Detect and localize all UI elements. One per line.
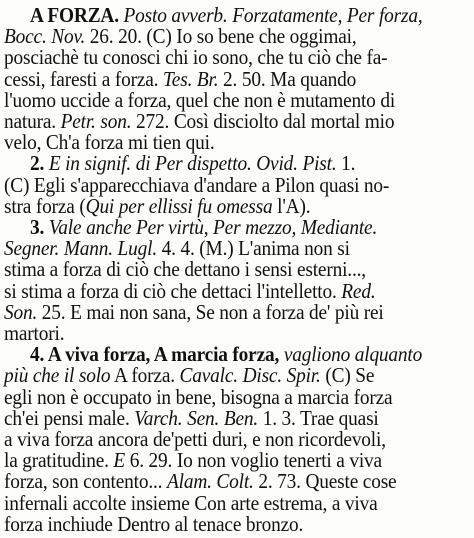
text-segment: 25. E mai non sana, Se non a forza de' più rei xyxy=(37,299,384,324)
text-segment: Qui per ellissi fu omessa xyxy=(85,193,273,218)
text-segment: 2. 50. Ma quando xyxy=(218,66,357,91)
text-segment: l'uomo uccide a forza, quel che non è mutamento di xyxy=(4,87,396,112)
text-segment: natura. xyxy=(4,109,61,133)
text-segment: martori. xyxy=(4,321,65,345)
text-segment: si stima a forza di ciò che dettaci l'intelletto. xyxy=(4,278,342,303)
text-segment: 6. 29. Io non voglio tenerti a viva xyxy=(125,448,382,473)
text-segment: stra forza ( xyxy=(4,193,86,218)
text-segment: E xyxy=(113,448,126,473)
text-segment: Segner. Mann. Lugl. xyxy=(4,236,157,261)
text-segment: 1. 3. Trae quasi xyxy=(258,405,379,430)
text-segment: (C) Se xyxy=(320,363,375,388)
text-segment: Alam. Colt. xyxy=(166,469,254,494)
text-segment: Posto avverb. Forzatamente, Per forza, xyxy=(123,3,423,27)
text-segment: velo, Ch'a forza mi tien qui. xyxy=(4,130,215,155)
text-segment: 2. xyxy=(30,151,49,176)
text-segment: più che il solo xyxy=(4,363,111,388)
text-segment: cessi, faresti a forza. xyxy=(4,66,164,91)
text-segment: 2. 73. Queste cose xyxy=(253,469,397,494)
text-segment: Son. xyxy=(4,299,38,324)
text-segment: egli non è occupato in bene, bisogna a marcia forza xyxy=(4,384,393,409)
text-segment: l'A). xyxy=(272,193,311,218)
text-segment: Vale anche Per virtù, Per mezzo, Mediante. xyxy=(48,215,378,239)
text-segment: 3. xyxy=(30,215,49,239)
text-segment: infernali accolte insieme Con arte estrema, a viva xyxy=(4,490,378,515)
text-segment: Varch. Sen. Ben. xyxy=(134,405,259,430)
text-segment: Petr. son. xyxy=(60,109,132,133)
text-segment: A FORZA. xyxy=(30,3,124,27)
text-segment: Red. xyxy=(341,278,376,303)
text-line xyxy=(4,512,423,536)
text-segment: vagliono alquanto xyxy=(283,342,423,367)
text-segment: 4. 4. (M.) L'anima non si xyxy=(157,236,350,261)
text-segment: ch'ei pensi male. xyxy=(4,405,135,430)
text-segment: A forza. xyxy=(110,363,180,388)
text-segment: posciachè tu conosci chi io sono, che tu ciò che fa- xyxy=(4,45,388,70)
text-segment: 4. A viva forza, A marcia forza, xyxy=(30,342,284,367)
text-segment: 1. xyxy=(336,151,356,176)
text-segment: stima a forza di ciò che dettano i sensi esterni..., xyxy=(4,257,366,282)
text-segment: Cavalc. Disc. Spir. xyxy=(179,363,321,388)
text-segment: forza, son contento... xyxy=(4,469,167,494)
text-segment: Bocc. Nov. xyxy=(4,24,86,49)
text-segment: 272. Così disciolto dal mortal mio xyxy=(131,109,395,133)
text-segment: Tes. Br. xyxy=(163,66,219,91)
text-segment: 26. 20. (C) Io so bene che oggimai, xyxy=(85,24,357,49)
text-segment: a viva forza ancora de'petti duri, e non ricordevoli, xyxy=(4,427,386,451)
text-segment: (C) Egli s'apparecchiava d'andare a Pilon quasi no- xyxy=(4,172,390,197)
text-segment: la gratitudine. xyxy=(4,448,114,473)
text-segment: E in signif. di Per dispetto. Ovid. Pist. xyxy=(48,151,337,176)
text-segment: forza inchiude Dentro al tenace bronzo. xyxy=(4,511,304,536)
